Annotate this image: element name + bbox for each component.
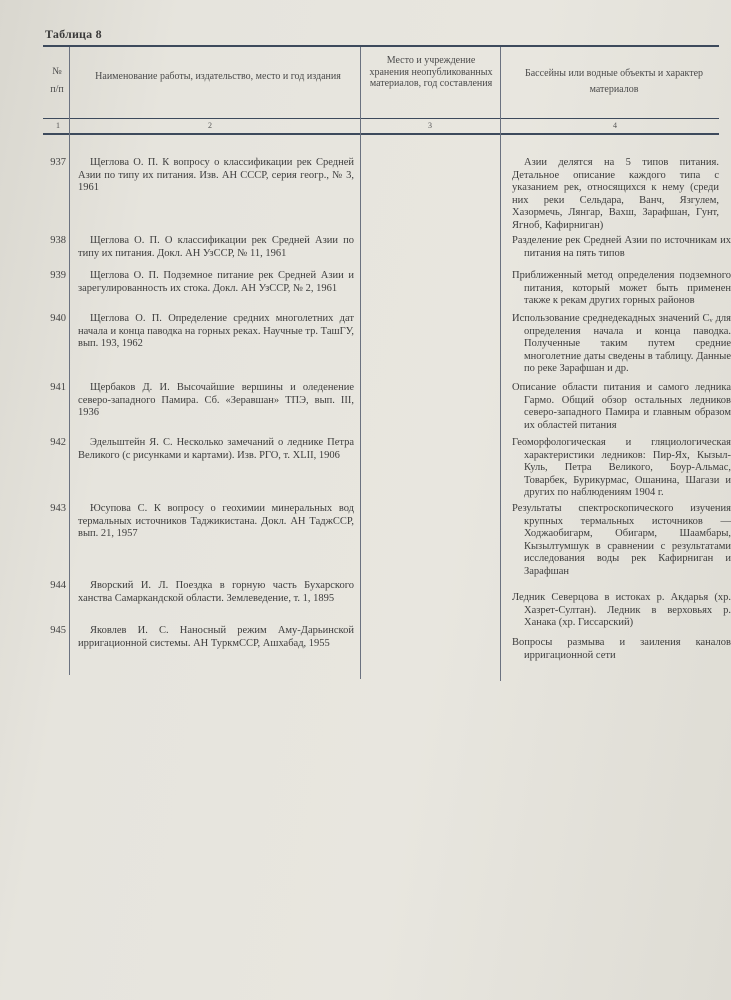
materials-description: Приближенный метод определения подземного питания, который может быть применен также к рекам других горных районов <box>512 270 731 306</box>
row-number: 937 <box>50 157 66 168</box>
row-number: 942 <box>50 437 66 448</box>
header-bottom-rule <box>43 118 719 119</box>
materials-description: Вопросы размыва и заиления каналов ирригационной сети <box>512 637 731 661</box>
top-rule <box>43 45 719 47</box>
materials-description: Ледник Северцова в истоках р. Акдарья (хр. Хазрет-Султан). Ледник в верховьях р. Ханака (хр. Гиссарский) <box>512 592 731 628</box>
column-divider-3 <box>500 47 501 681</box>
row-number: 943 <box>50 503 66 514</box>
work-citation: Юсупова С. К вопросу о геохимии минеральных вод термальных источников Таджикистана. Докл. АН ТаджССР, вып. 21, 1957 <box>78 503 354 539</box>
column-divider-2 <box>360 47 361 679</box>
column-divider-1 <box>69 47 70 675</box>
work-citation: Яковлев И. С. Наносный режим Аму-Дарьинской ирригационной системы. АН ТуркмССР, Ашхабад, 1955 <box>78 625 354 649</box>
row-number: 939 <box>50 270 66 281</box>
materials-description: Использование среднедекадных значений Cᵥ для определения начала и конца паводка. Полученные таким путем средние многолетние даты сведены в таблицу. Данные по реке Зарафшан и др. <box>512 313 731 374</box>
materials-description: Азии делятся на 5 типов питания. Детальное описание каждого типа с указанием рек, относящихся к нему (среди них реки Сельдара, Ванч, Язгулем, Хазормечь, Лянгар, Вахш, Зарафшан, Гунт, Ягноб, Кафирниган) <box>512 157 719 231</box>
header-col1-pp: п/п <box>50 84 64 95</box>
column-numbers-rule <box>43 133 719 135</box>
materials-description: Разделение рек Средней Азии по источникам их питания на пять типов <box>512 235 731 259</box>
table-title: Таблица 8 <box>45 27 102 41</box>
materials-description: Описание области питания и самого ледника Гармо. Общий обзор остальных ледников северо-западного Памира и главным образом их областей питания <box>512 382 731 431</box>
column-number-4: 4 <box>613 121 617 130</box>
work-citation: Щеглова О. П. Определение средних многолетних дат начала и конца паводка на горных реках. Научные тр. ТашГУ, вып. 193, 1962 <box>78 313 354 349</box>
header-col1-number-sign: № <box>52 66 62 77</box>
column-number-3: 3 <box>428 121 432 130</box>
row-number: 938 <box>50 235 66 246</box>
column-number-2: 2 <box>208 121 212 130</box>
header-col3: Место и учреждение хранения неопубликованных материалов, год составления <box>369 55 493 89</box>
work-citation: Эдельштейн Я. С. Несколько замечаний о леднике Петра Великого (с рисунками и картами). Изв. РГО, т. XLII, 1906 <box>78 437 354 461</box>
work-citation: Щеглова О. П. Подземное питание рек Средней Азии и зарегулированность их стока. Докл. АН УзССР, № 2, 1961 <box>78 270 354 294</box>
materials-description: Геоморфологическая и гляциологическая характеристики ледников: Пир-Ях, Кызыл-Куль, Петра Великого, Боур-Альмас, Товарбек, Бурикурмас, Ошанина, Шагази и других по наблюдениям 1904 г. <box>512 437 731 498</box>
work-citation: Щеглова О. П. К вопросу о классификации рек Средней Азии по типу их питания. Изв. АН СССР, серия геогр., № 3, 1961 <box>78 157 354 193</box>
row-number: 941 <box>50 382 66 393</box>
header-col4: Бассейны или водные объекты и характер материалов <box>524 68 704 95</box>
column-number-1: 1 <box>56 121 60 130</box>
work-citation: Щербаков Д. И. Высочайшие вершины и оледенение северо-западного Памира. Сб. «Зеравшан» ТПЭ, вып. III, 1936 <box>78 382 354 418</box>
work-citation: Яворский И. Л. Поездка в горную часть Бухарского ханства Самаркандской области. Землеведение, т. 1, 1895 <box>78 580 354 604</box>
header-col2: Наименование работы, издательство, место и год издания <box>95 71 341 82</box>
work-citation: Щеглова О. П. О классификации рек Средней Азии по типу их питания. Докл. АН УзССР, № 11, 1961 <box>78 235 354 259</box>
row-number: 945 <box>50 625 66 636</box>
row-number: 944 <box>50 580 66 591</box>
materials-description: Результаты спектроскопического изучения крупных термальных источников — Ходжаобигарм, Обигарм, Шаамбары, Кызылтумшук в сравнении с результатами исследования воды рек Кафирниган и Зарафшан <box>512 503 731 577</box>
header-col1 <box>45 66 69 96</box>
row-number: 940 <box>50 313 66 324</box>
